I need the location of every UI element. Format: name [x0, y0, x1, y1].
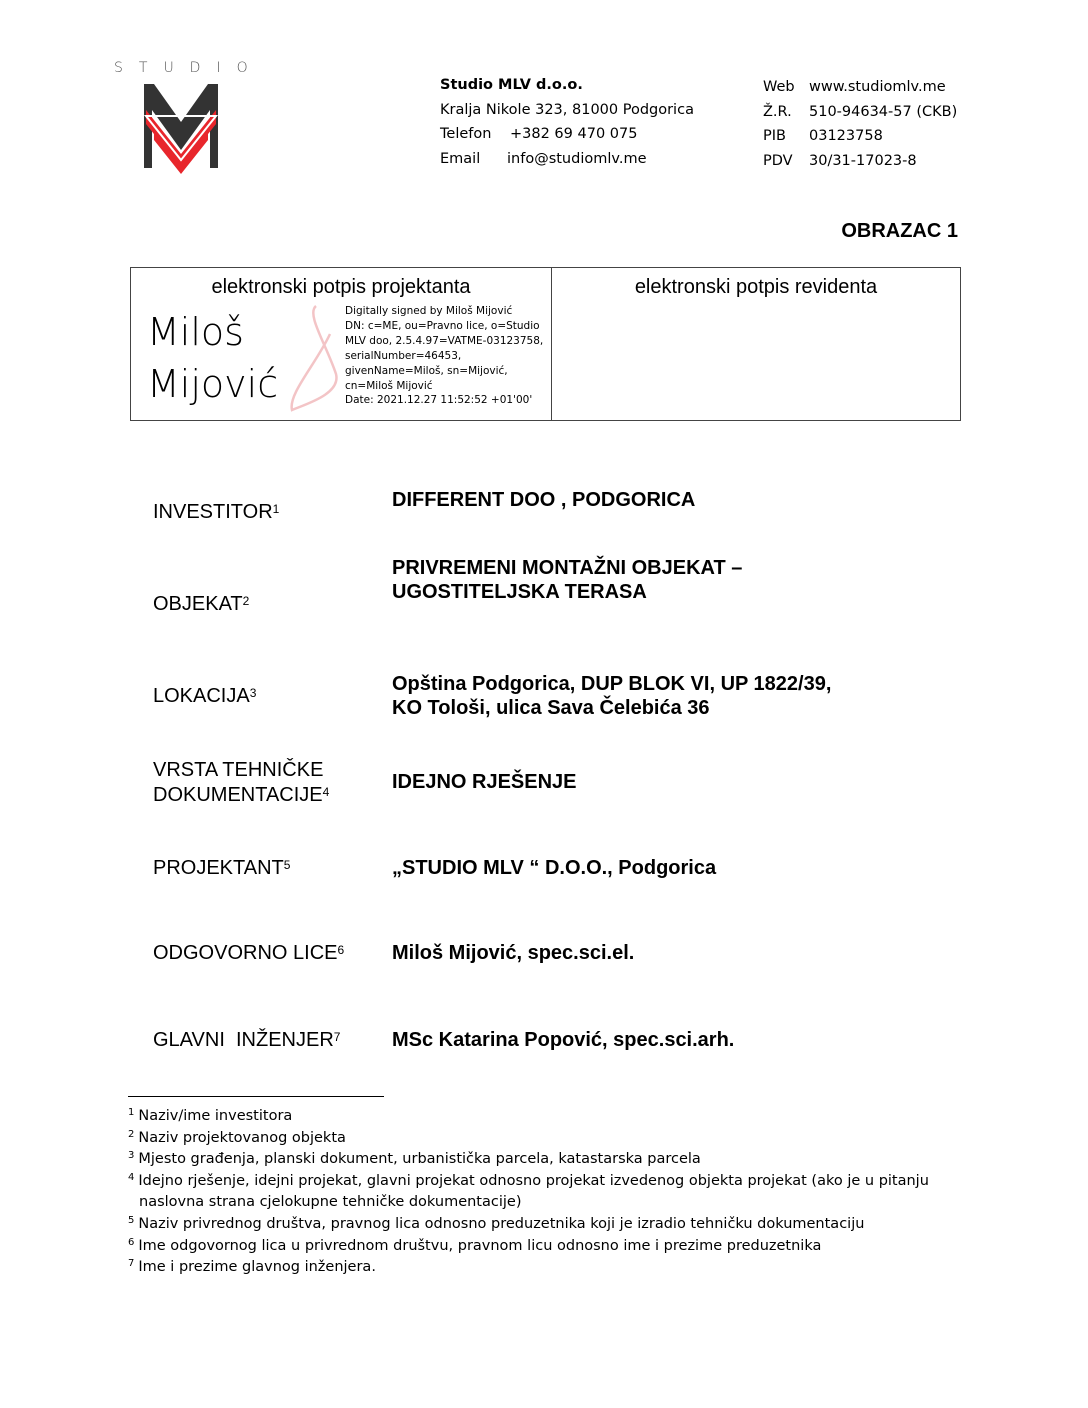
field-label-investitor: INVESTITOR$^1$: [153, 501, 280, 523]
company-info: [440, 73, 694, 171]
footnote: $^6$ Ime odgovornog lica u privrednom društvu, pravnom licu odnosno ime i prezime preduzetnika: [128, 1236, 822, 1254]
footnote: $^1$ Naziv/ime investitora: [128, 1107, 293, 1124]
id-label: PDV: [763, 152, 793, 169]
company-name: Studio MLV d.o.o.: [440, 77, 583, 93]
id-value: 30/31-17023-8: [809, 152, 917, 169]
footnote: $^5$ Naziv privrednog društva, pravnog lica odnosno preduzetnika koji je izradio tehničku dokumentaciju: [128, 1214, 865, 1232]
email-label: Email: [440, 150, 481, 167]
signer-name: Miloš Mijović: [147, 310, 279, 406]
phone-label: Telefon: [440, 126, 492, 142]
footnote: $^7$ Ime i prezime glavnog inženjera.: [128, 1258, 376, 1276]
id-label: Ž.R.: [763, 103, 792, 120]
field-value-lokacija: Opština Podgorica, DUP BLOK VI, UP 1822/39, KO Tološi, ulica Sava Čelebića 36: [392, 673, 832, 719]
footnote: $^4$ Idejno rješenje, idejni projekat, glavni projekat odnosno projekat izvedenog objekta projekat (ako je u pitanju naslovna strana cjelokupne tehničke dokumentacije): [128, 1171, 929, 1211]
footnote: $^3$ Mjesto građenja, planski dokument, urbanistička parcela, katastarska parcela: [128, 1150, 701, 1168]
id-value: 510-94634-57 (CKB): [809, 103, 958, 120]
adobe-signature-watermark-icon: [286, 304, 346, 414]
field-label-vrsta-dokumentacije: VRSTA TEHNIČKE DOKUMENTACIJE$^4$: [153, 759, 330, 806]
footnote: $^2$ Naziv projektovanog objekta: [128, 1128, 346, 1146]
designer-signature-caption: elektronski potpis projektanta: [211, 276, 471, 298]
field-label-lokacija: LOKACIJA$^3$: [153, 685, 257, 707]
field-label-projektant: PROJEKTANT$^5$: [153, 857, 291, 879]
logo-text: STUDIO: [114, 60, 264, 76]
field-value-projektant: „STUDIO MLV “ D.O.O., Podgorica: [392, 857, 717, 879]
reviewer-signature-cell[interactable]: [552, 268, 960, 420]
email-value: info@studiomlv.me: [507, 150, 647, 167]
signature-table: [130, 267, 961, 421]
company-address: Kralja Nikole 323, 81000 Podgorica: [440, 101, 694, 118]
field-value-objekat: PRIVREMENI MONTAŽNI OBJEKAT – UGOSTITELJSKA TERASA: [392, 557, 743, 603]
id-value: www.studiomlv.me: [809, 79, 946, 95]
studio-mlv-logo-icon: [140, 82, 222, 174]
field-value-investitor: DIFFERENT DOO , PODGORICA: [392, 489, 696, 511]
field-label-glavni-inzenjer: GLAVNI INŽENJER$^7$: [153, 1029, 341, 1051]
company-ids: [763, 75, 957, 173]
digital-signature-details: Digitally signed by Miloš Mijović DN: c=ME, ou=Pravno lice, o=Studio MLV doo, 2.5.4.97=VATME-03123758, serialNumber=46453, givenName=Miloš, sn=Mijović, cn=Miloš Mijović Date: 2021.12.27 11:52:52 +01'00': [345, 305, 544, 407]
field-label-odgovorno-lice: ODGOVORNO LICE$^6$: [153, 942, 345, 964]
field-label-objekat: OBJEKAT$^2$: [153, 593, 250, 615]
field-value-vrsta-dokumentacije: IDEJNO RJEŠENJE: [392, 771, 577, 793]
field-value-odgovorno-lice: Miloš Mijović, spec.sci.el.: [392, 942, 635, 964]
field-value-glavni-inzenjer: MSc Katarina Popović, spec.sci.arh.: [392, 1029, 735, 1051]
footnotes: [128, 1106, 948, 1279]
form-title: OBRAZAC 1: [841, 220, 958, 242]
reviewer-signature-caption: elektronski potpis revidenta: [634, 276, 878, 298]
phone-value: +382 69 470 075: [510, 126, 638, 142]
id-label: Web: [763, 79, 795, 95]
footnote-divider: [128, 1096, 384, 1097]
designer-signature-cell[interactable]: [131, 268, 552, 420]
id-value: 03123758: [809, 128, 883, 144]
id-label: PIB: [763, 128, 786, 144]
